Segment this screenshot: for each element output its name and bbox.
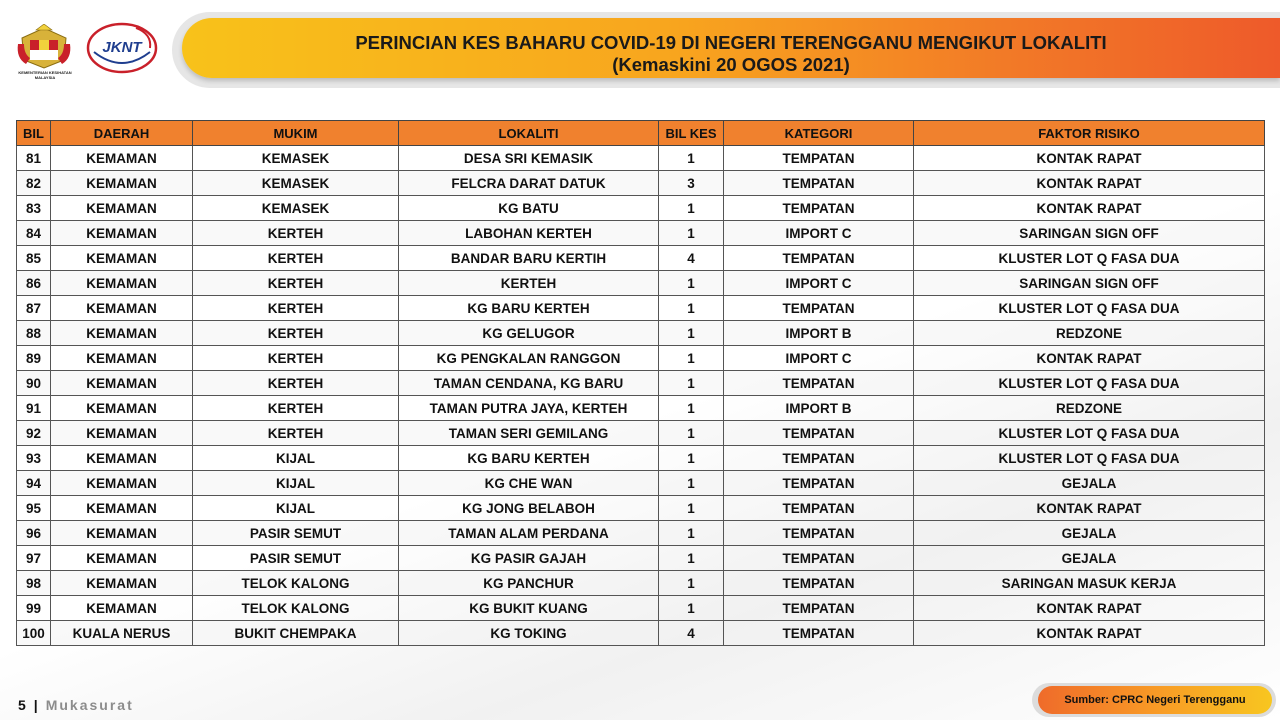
logo-group xyxy=(10,20,160,82)
table-cell-kategori: TEMPATAN xyxy=(724,521,914,546)
table-cell-daerah: KEMAMAN xyxy=(51,371,193,396)
table-row xyxy=(17,346,1265,371)
table-row xyxy=(17,171,1265,196)
title-banner xyxy=(182,18,1280,78)
table-cell-bil-kes: 1 xyxy=(659,271,724,296)
table-header-bil: BIL xyxy=(17,121,51,146)
table-row xyxy=(17,146,1265,171)
table-cell-bil: 83 xyxy=(17,196,51,221)
table-cell-bil: 85 xyxy=(17,246,51,271)
table-cell-mukim: KERTEH xyxy=(193,221,399,246)
table-row xyxy=(17,221,1265,246)
table-cell-kategori: TEMPATAN xyxy=(724,246,914,271)
table-cell-lokaliti: KG JONG BELABOH xyxy=(399,496,659,521)
table-cell-faktor-risiko: SARINGAN MASUK KERJA xyxy=(914,571,1265,596)
table-row xyxy=(17,421,1265,446)
table-cell-lokaliti: TAMAN SERI GEMILANG xyxy=(399,421,659,446)
table-header-lokaliti: LOKALITI xyxy=(399,121,659,146)
table-cell-mukim: KIJAL xyxy=(193,496,399,521)
table-cell-bil-kes: 1 xyxy=(659,471,724,496)
table-cell-mukim: PASIR SEMUT xyxy=(193,546,399,571)
table-cell-kategori: TEMPATAN xyxy=(724,471,914,496)
table-cell-kategori: IMPORT B xyxy=(724,396,914,421)
table-cell-lokaliti: KG PANCHUR xyxy=(399,571,659,596)
table-cell-mukim: KERTEH xyxy=(193,371,399,396)
table-cell-faktor-risiko: KONTAK RAPAT xyxy=(914,621,1265,646)
table-row xyxy=(17,271,1265,296)
table-row xyxy=(17,571,1265,596)
table-row xyxy=(17,446,1265,471)
table-cell-kategori: TEMPATAN xyxy=(724,621,914,646)
table-cell-daerah: KEMAMAN xyxy=(51,321,193,346)
table-cell-daerah: KEMAMAN xyxy=(51,571,193,596)
table-cell-kategori: IMPORT C xyxy=(724,271,914,296)
table-cell-daerah: KEMAMAN xyxy=(51,221,193,246)
table-cell-daerah: KEMAMAN xyxy=(51,296,193,321)
table-header-daerah: DAERAH xyxy=(51,121,193,146)
table-cell-mukim: KERTEH xyxy=(193,271,399,296)
page-label: Mukasurat xyxy=(45,697,134,713)
table-cell-bil-kes: 3 xyxy=(659,171,724,196)
table-cell-faktor-risiko: REDZONE xyxy=(914,396,1265,421)
table-cell-bil-kes: 1 xyxy=(659,496,724,521)
table-row xyxy=(17,471,1265,496)
title-line-2: (Kemaskini 20 OGOS 2021) xyxy=(612,54,850,75)
table-cell-bil: 99 xyxy=(17,596,51,621)
table-cell-bil: 97 xyxy=(17,546,51,571)
table-cell-bil: 82 xyxy=(17,171,51,196)
table-cell-faktor-risiko: GEJALA xyxy=(914,521,1265,546)
table-cell-lokaliti: TAMAN PUTRA JAYA, KERTEH xyxy=(399,396,659,421)
table-cell-bil-kes: 1 xyxy=(659,596,724,621)
table-cell-mukim: KEMASEK xyxy=(193,196,399,221)
table-cell-mukim: KERTEH xyxy=(193,421,399,446)
table-cell-daerah: KEMAMAN xyxy=(51,471,193,496)
table-row xyxy=(17,396,1265,421)
table-row xyxy=(17,321,1265,346)
table-cell-bil-kes: 1 xyxy=(659,446,724,471)
table-cell-lokaliti: KG BUKIT KUANG xyxy=(399,596,659,621)
table-row xyxy=(17,371,1265,396)
table-cell-lokaliti: TAMAN CENDANA, KG BARU xyxy=(399,371,659,396)
table-cell-kategori: TEMPATAN xyxy=(724,446,914,471)
table-row xyxy=(17,621,1265,646)
table-cell-faktor-risiko: KONTAK RAPAT xyxy=(914,146,1265,171)
table-cell-bil-kes: 1 xyxy=(659,196,724,221)
table-cell-faktor-risiko: KONTAK RAPAT xyxy=(914,171,1265,196)
table-cell-kategori: TEMPATAN xyxy=(724,196,914,221)
table-cell-daerah: KEMAMAN xyxy=(51,596,193,621)
table-cell-bil: 98 xyxy=(17,571,51,596)
table-cell-faktor-risiko: KLUSTER LOT Q FASA DUA xyxy=(914,446,1265,471)
table-cell-bil: 91 xyxy=(17,396,51,421)
table-cell-mukim: KEMASEK xyxy=(193,171,399,196)
table-cell-daerah: KEMAMAN xyxy=(51,271,193,296)
table-body xyxy=(17,146,1265,646)
table-cell-daerah: KEMAMAN xyxy=(51,346,193,371)
table-cell-bil-kes: 1 xyxy=(659,371,724,396)
table-cell-mukim: KERTEH xyxy=(193,246,399,271)
table-cell-faktor-risiko: KONTAK RAPAT xyxy=(914,346,1265,371)
table-cell-lokaliti: TAMAN ALAM PERDANA xyxy=(399,521,659,546)
table-cell-bil: 88 xyxy=(17,321,51,346)
table-cell-bil-kes: 1 xyxy=(659,221,724,246)
table-cell-lokaliti: LABOHAN KERTEH xyxy=(399,221,659,246)
table-cell-mukim: KERTEH xyxy=(193,346,399,371)
table-cell-lokaliti: KG PENGKALAN RANGGON xyxy=(399,346,659,371)
table-cell-faktor-risiko: GEJALA xyxy=(914,546,1265,571)
table-cell-mukim: KERTEH xyxy=(193,396,399,421)
jknt-logo-icon xyxy=(86,22,158,74)
table-cell-kategori: IMPORT C xyxy=(724,346,914,371)
table-row xyxy=(17,596,1265,621)
table-cell-daerah: KEMAMAN xyxy=(51,496,193,521)
table-cell-bil: 96 xyxy=(17,521,51,546)
table-cell-bil-kes: 1 xyxy=(659,421,724,446)
table-row xyxy=(17,296,1265,321)
table-cell-daerah: KEMAMAN xyxy=(51,146,193,171)
table-cell-mukim: KIJAL xyxy=(193,471,399,496)
table-cell-daerah: KUALA NERUS xyxy=(51,621,193,646)
table-cell-mukim: TELOK KALONG xyxy=(193,596,399,621)
page-title xyxy=(182,32,1280,76)
table-cell-bil-kes: 1 xyxy=(659,546,724,571)
table-cell-bil: 89 xyxy=(17,346,51,371)
table-cell-bil-kes: 1 xyxy=(659,146,724,171)
table-cell-bil: 84 xyxy=(17,221,51,246)
table-cell-lokaliti: KG TOKING xyxy=(399,621,659,646)
table-cell-bil: 94 xyxy=(17,471,51,496)
table-cell-lokaliti: KG BARU KERTEH xyxy=(399,296,659,321)
table-cell-mukim: PASIR SEMUT xyxy=(193,521,399,546)
table-cell-faktor-risiko: KLUSTER LOT Q FASA DUA xyxy=(914,421,1265,446)
table-cell-kategori: IMPORT B xyxy=(724,321,914,346)
table-cell-mukim: KIJAL xyxy=(193,446,399,471)
table-cell-bil: 86 xyxy=(17,271,51,296)
table-cell-bil-kes: 1 xyxy=(659,521,724,546)
table-cell-bil: 87 xyxy=(17,296,51,321)
table-cell-mukim: KEMASEK xyxy=(193,146,399,171)
table-cell-bil-kes: 1 xyxy=(659,321,724,346)
table-cell-bil-kes: 4 xyxy=(659,621,724,646)
table-cell-faktor-risiko: KLUSTER LOT Q FASA DUA xyxy=(914,246,1265,271)
table-cell-faktor-risiko: KONTAK RAPAT xyxy=(914,596,1265,621)
table-cell-daerah: KEMAMAN xyxy=(51,196,193,221)
cases-table xyxy=(16,120,1265,646)
title-line-1: PERINCIAN KES BAHARU COVID-19 DI NEGERI TERENGGANU MENGIKUT LOKALITI xyxy=(355,32,1107,53)
table-cell-faktor-risiko: SARINGAN SIGN OFF xyxy=(914,271,1265,296)
table-cell-kategori: TEMPATAN xyxy=(724,296,914,321)
table-cell-daerah: KEMAMAN xyxy=(51,171,193,196)
table-cell-kategori: TEMPATAN xyxy=(724,596,914,621)
table-cell-daerah: KEMAMAN xyxy=(51,546,193,571)
table-header-kategori: KATEGORI xyxy=(724,121,914,146)
table-cell-kategori: TEMPATAN xyxy=(724,496,914,521)
table-cell-lokaliti: KG BATU xyxy=(399,196,659,221)
table-cell-kategori: TEMPATAN xyxy=(724,571,914,596)
table-cell-kategori: TEMPATAN xyxy=(724,146,914,171)
table-cell-bil-kes: 1 xyxy=(659,296,724,321)
table-cell-daerah: KEMAMAN xyxy=(51,521,193,546)
table-row xyxy=(17,521,1265,546)
table-cell-daerah: KEMAMAN xyxy=(51,446,193,471)
crest-caption: KEMENTERIAN KESIHATAN MALAYSIA xyxy=(18,70,72,80)
table-cell-bil-kes: 1 xyxy=(659,346,724,371)
table-cell-faktor-risiko: GEJALA xyxy=(914,471,1265,496)
table-cell-bil: 81 xyxy=(17,146,51,171)
table-header-mukim: MUKIM xyxy=(193,121,399,146)
table-cell-bil: 100 xyxy=(17,621,51,646)
table-cell-bil: 92 xyxy=(17,421,51,446)
table-cell-lokaliti: FELCRA DARAT DATUK xyxy=(399,171,659,196)
table-cell-lokaliti: DESA SRI KEMASIK xyxy=(399,146,659,171)
table-row xyxy=(17,246,1265,271)
table-cell-faktor-risiko: KLUSTER LOT Q FASA DUA xyxy=(914,296,1265,321)
jknt-logo-text: JKNT xyxy=(102,39,142,56)
footer-separator: | xyxy=(33,697,38,713)
source-badge: Sumber: CPRC Negeri Terengganu xyxy=(1038,686,1272,714)
table-cell-daerah: KEMAMAN xyxy=(51,246,193,271)
table-cell-mukim: BUKIT CHEMPAKA xyxy=(193,621,399,646)
table-cell-faktor-risiko: REDZONE xyxy=(914,321,1265,346)
table-cell-faktor-risiko: KONTAK RAPAT xyxy=(914,496,1265,521)
table-cell-faktor-risiko: KONTAK RAPAT xyxy=(914,196,1265,221)
table-header-bil-kes: BIL KES xyxy=(659,121,724,146)
table-cell-daerah: KEMAMAN xyxy=(51,396,193,421)
table-cell-lokaliti: KG BARU KERTEH xyxy=(399,446,659,471)
table-cell-mukim: TELOK KALONG xyxy=(193,571,399,596)
table-cell-kategori: TEMPATAN xyxy=(724,171,914,196)
table-cell-daerah: KEMAMAN xyxy=(51,421,193,446)
table-row xyxy=(17,496,1265,521)
table-cell-kategori: TEMPATAN xyxy=(724,371,914,396)
table-cell-mukim: KERTEH xyxy=(193,296,399,321)
table-header-row xyxy=(17,121,1265,146)
table-cell-faktor-risiko: SARINGAN SIGN OFF xyxy=(914,221,1265,246)
table-header-faktor-risiko: FAKTOR RISIKO xyxy=(914,121,1265,146)
table-cell-kategori: IMPORT C xyxy=(724,221,914,246)
table-cell-lokaliti: KERTEH xyxy=(399,271,659,296)
table-cell-bil-kes: 4 xyxy=(659,246,724,271)
table-cell-lokaliti: KG PASIR GAJAH xyxy=(399,546,659,571)
table-cell-kategori: TEMPATAN xyxy=(724,546,914,571)
page-number: 5 xyxy=(18,697,26,713)
table-cell-bil-kes: 1 xyxy=(659,571,724,596)
table-cell-mukim: KERTEH xyxy=(193,321,399,346)
table-cell-bil: 90 xyxy=(17,371,51,396)
table-cell-faktor-risiko: KLUSTER LOT Q FASA DUA xyxy=(914,371,1265,396)
table-row xyxy=(17,196,1265,221)
table-cell-lokaliti: BANDAR BARU KERTIH xyxy=(399,246,659,271)
table-cell-bil: 95 xyxy=(17,496,51,521)
table-cell-bil-kes: 1 xyxy=(659,396,724,421)
page-footer xyxy=(18,697,134,713)
table-cell-lokaliti: KG GELUGOR xyxy=(399,321,659,346)
table-cell-lokaliti: KG CHE WAN xyxy=(399,471,659,496)
table-cell-kategori: TEMPATAN xyxy=(724,421,914,446)
table-cell-bil: 93 xyxy=(17,446,51,471)
table-row xyxy=(17,546,1265,571)
